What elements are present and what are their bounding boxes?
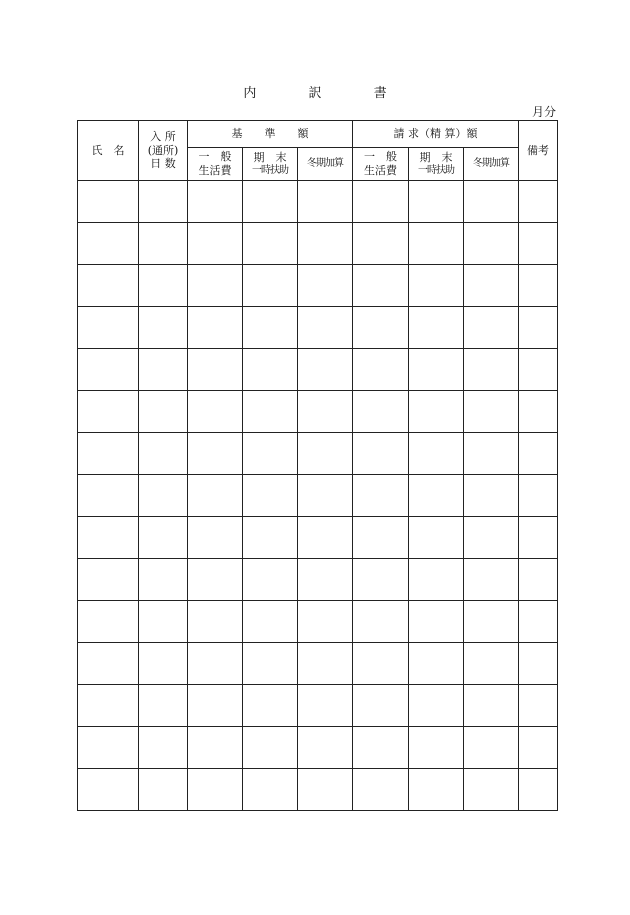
table-cell[interactable] [78,391,139,433]
header-days-line1: 入 所 [150,129,176,143]
table-cell[interactable] [353,769,409,811]
table-row [78,181,558,223]
table-cell[interactable] [243,391,298,433]
table-cell[interactable] [78,517,139,559]
month-label: 月分 [531,105,556,119]
table-cell[interactable] [298,433,353,475]
table-cell[interactable] [464,391,519,433]
table-cell[interactable] [409,769,464,811]
table-cell[interactable] [188,349,243,391]
table-row [78,265,558,307]
table-cell[interactable] [519,769,558,811]
header-general-living [188,148,243,181]
table-row [78,727,558,769]
table-cell[interactable] [188,307,243,349]
header-standard-amount: 基 準 額 [188,121,353,148]
table-cell[interactable] [78,475,139,517]
table-cell[interactable] [298,769,353,811]
table-cell[interactable] [519,349,558,391]
table-cell[interactable] [409,391,464,433]
table-cell[interactable] [519,391,558,433]
header-yearend-line2: 一時扶助 [252,164,288,176]
table-cell[interactable] [409,433,464,475]
table-cell[interactable] [353,643,409,685]
table-cell[interactable] [139,181,188,223]
table-cell[interactable] [78,349,139,391]
header-winter-addition: 冬期加算 [298,148,353,181]
header-claim-amount: 請 求（精 算）額 [353,121,519,148]
table-cell[interactable] [139,265,188,307]
table-cell[interactable] [464,643,519,685]
table-cell[interactable] [243,475,298,517]
header-claim-general-living [353,148,409,181]
table-cell[interactable] [188,727,243,769]
table-cell[interactable] [188,601,243,643]
table-cell[interactable] [243,517,298,559]
table-cell[interactable] [298,391,353,433]
table-cell[interactable] [353,517,409,559]
table-cell[interactable] [78,601,139,643]
table-cell[interactable] [464,433,519,475]
header-days-line3: 日 数 [150,157,176,171]
table-cell[interactable] [519,643,558,685]
table-cell[interactable] [139,517,188,559]
table-row [78,349,558,391]
header-claim-yearend-line2: 一時扶助 [418,164,454,176]
table-cell[interactable] [298,307,353,349]
header-claim-winter-addition: 冬期加算 [464,148,519,181]
table-cell[interactable] [519,265,558,307]
table-cell[interactable] [139,643,188,685]
table-cell[interactable] [519,559,558,601]
header-yearend-aid [243,148,298,181]
table-cell[interactable] [243,601,298,643]
table-cell[interactable] [78,223,139,265]
table-cell[interactable] [409,265,464,307]
header-claim-general-line2: 生活費 [364,164,397,177]
table-cell[interactable] [188,559,243,601]
table-cell[interactable] [409,181,464,223]
table-cell[interactable] [78,181,139,223]
table-cell[interactable] [188,769,243,811]
header-name: 氏 名 [78,121,139,181]
header-yearend-line1: 期 末 [253,150,287,164]
table-cell[interactable] [298,475,353,517]
table-cell[interactable] [78,685,139,727]
table-cell[interactable] [139,475,188,517]
table-cell[interactable] [298,685,353,727]
table-cell[interactable] [519,727,558,769]
table-cell[interactable] [298,727,353,769]
table-cell[interactable] [353,349,409,391]
table-cell[interactable] [298,517,353,559]
table-cell[interactable] [464,475,519,517]
table-cell[interactable] [243,181,298,223]
header-general-line1: 一 般 [198,150,232,164]
header-days [139,121,188,181]
table-cell[interactable] [519,433,558,475]
table-row [78,601,558,643]
table-cell[interactable] [409,517,464,559]
table-cell[interactable] [464,265,519,307]
table-cell[interactable] [139,601,188,643]
table-cell[interactable] [139,769,188,811]
table-cell[interactable] [188,181,243,223]
table-cell[interactable] [298,181,353,223]
table-row [78,559,558,601]
document-title [0,82,630,101]
table-cell[interactable] [298,223,353,265]
header-days-line2: (通所) [147,143,179,157]
table-cell[interactable] [519,517,558,559]
table-cell[interactable] [78,307,139,349]
table-row [78,223,558,265]
header-remarks: 備考 [519,121,558,181]
table-cell[interactable] [243,643,298,685]
table-cell[interactable] [188,643,243,685]
table-cell[interactable] [353,727,409,769]
table-cell[interactable] [409,223,464,265]
table-row [78,307,558,349]
table-row [78,391,558,433]
table-cell[interactable] [353,433,409,475]
table-cell[interactable] [139,433,188,475]
table-cell[interactable] [353,181,409,223]
table-cell[interactable] [139,559,188,601]
table-cell[interactable] [243,265,298,307]
table-cell[interactable] [409,643,464,685]
table-cell[interactable] [464,769,519,811]
table-cell[interactable] [464,517,519,559]
table-cell[interactable] [188,391,243,433]
table-cell[interactable] [243,769,298,811]
table-cell[interactable] [188,223,243,265]
table-cell[interactable] [519,475,558,517]
title-char-1: 内 [243,86,257,101]
table-cell[interactable] [78,265,139,307]
table-cell[interactable] [353,391,409,433]
table-cell[interactable] [243,307,298,349]
table-cell[interactable] [409,727,464,769]
table-cell[interactable] [298,349,353,391]
table-cell[interactable] [298,601,353,643]
table-cell[interactable] [139,349,188,391]
table-cell[interactable] [78,643,139,685]
table-row [78,769,558,811]
table-row [78,517,558,559]
table-cell[interactable] [188,475,243,517]
table-cell[interactable] [243,559,298,601]
table-cell[interactable] [519,307,558,349]
table-cell[interactable] [353,601,409,643]
table-cell[interactable] [409,559,464,601]
table-cell[interactable] [353,307,409,349]
table-cell[interactable] [409,349,464,391]
header-claim-yearend-aid [409,148,464,181]
table-body [78,181,558,811]
table-cell[interactable] [409,307,464,349]
table-cell[interactable] [464,727,519,769]
table-cell[interactable] [243,727,298,769]
table-cell[interactable] [78,433,139,475]
table-cell[interactable] [188,685,243,727]
table-cell[interactable] [464,181,519,223]
table-cell[interactable] [243,349,298,391]
table-row [78,685,558,727]
table-cell[interactable] [409,475,464,517]
table-cell[interactable] [78,559,139,601]
table-cell[interactable] [78,769,139,811]
table-cell[interactable] [464,307,519,349]
table-cell[interactable] [353,559,409,601]
table-cell[interactable] [464,223,519,265]
table-cell[interactable] [78,727,139,769]
table-cell[interactable] [139,391,188,433]
table-cell[interactable] [243,433,298,475]
table-row [78,433,558,475]
table-cell[interactable] [464,559,519,601]
table-cell[interactable] [298,265,353,307]
table-cell[interactable] [139,307,188,349]
table-cell[interactable] [298,559,353,601]
table-cell[interactable] [519,223,558,265]
table-cell[interactable] [464,685,519,727]
table-row [78,475,558,517]
table-cell[interactable] [519,685,558,727]
table-cell[interactable] [298,643,353,685]
table-cell[interactable] [353,265,409,307]
table-cell[interactable] [188,433,243,475]
title-char-2: 訳 [308,86,322,101]
table-cell[interactable] [353,475,409,517]
table-cell[interactable] [519,601,558,643]
table-cell[interactable] [139,727,188,769]
title-char-3: 書 [373,86,387,101]
table-cell[interactable] [519,181,558,223]
table-cell[interactable] [243,223,298,265]
table-cell[interactable] [464,601,519,643]
table-cell[interactable] [353,685,409,727]
table-cell[interactable] [243,685,298,727]
header-claim-general-line1: 一 般 [364,150,397,164]
table-cell[interactable] [409,685,464,727]
table-cell[interactable] [464,349,519,391]
table-row [78,643,558,685]
table-cell[interactable] [188,265,243,307]
table-cell[interactable] [188,517,243,559]
breakdown-table [77,120,558,811]
header-general-line2: 生活費 [198,164,232,177]
table-cell[interactable] [409,601,464,643]
header-claim-yearend-line1: 期 末 [419,150,453,164]
table-cell[interactable] [139,685,188,727]
table-cell[interactable] [139,223,188,265]
table-cell[interactable] [353,223,409,265]
